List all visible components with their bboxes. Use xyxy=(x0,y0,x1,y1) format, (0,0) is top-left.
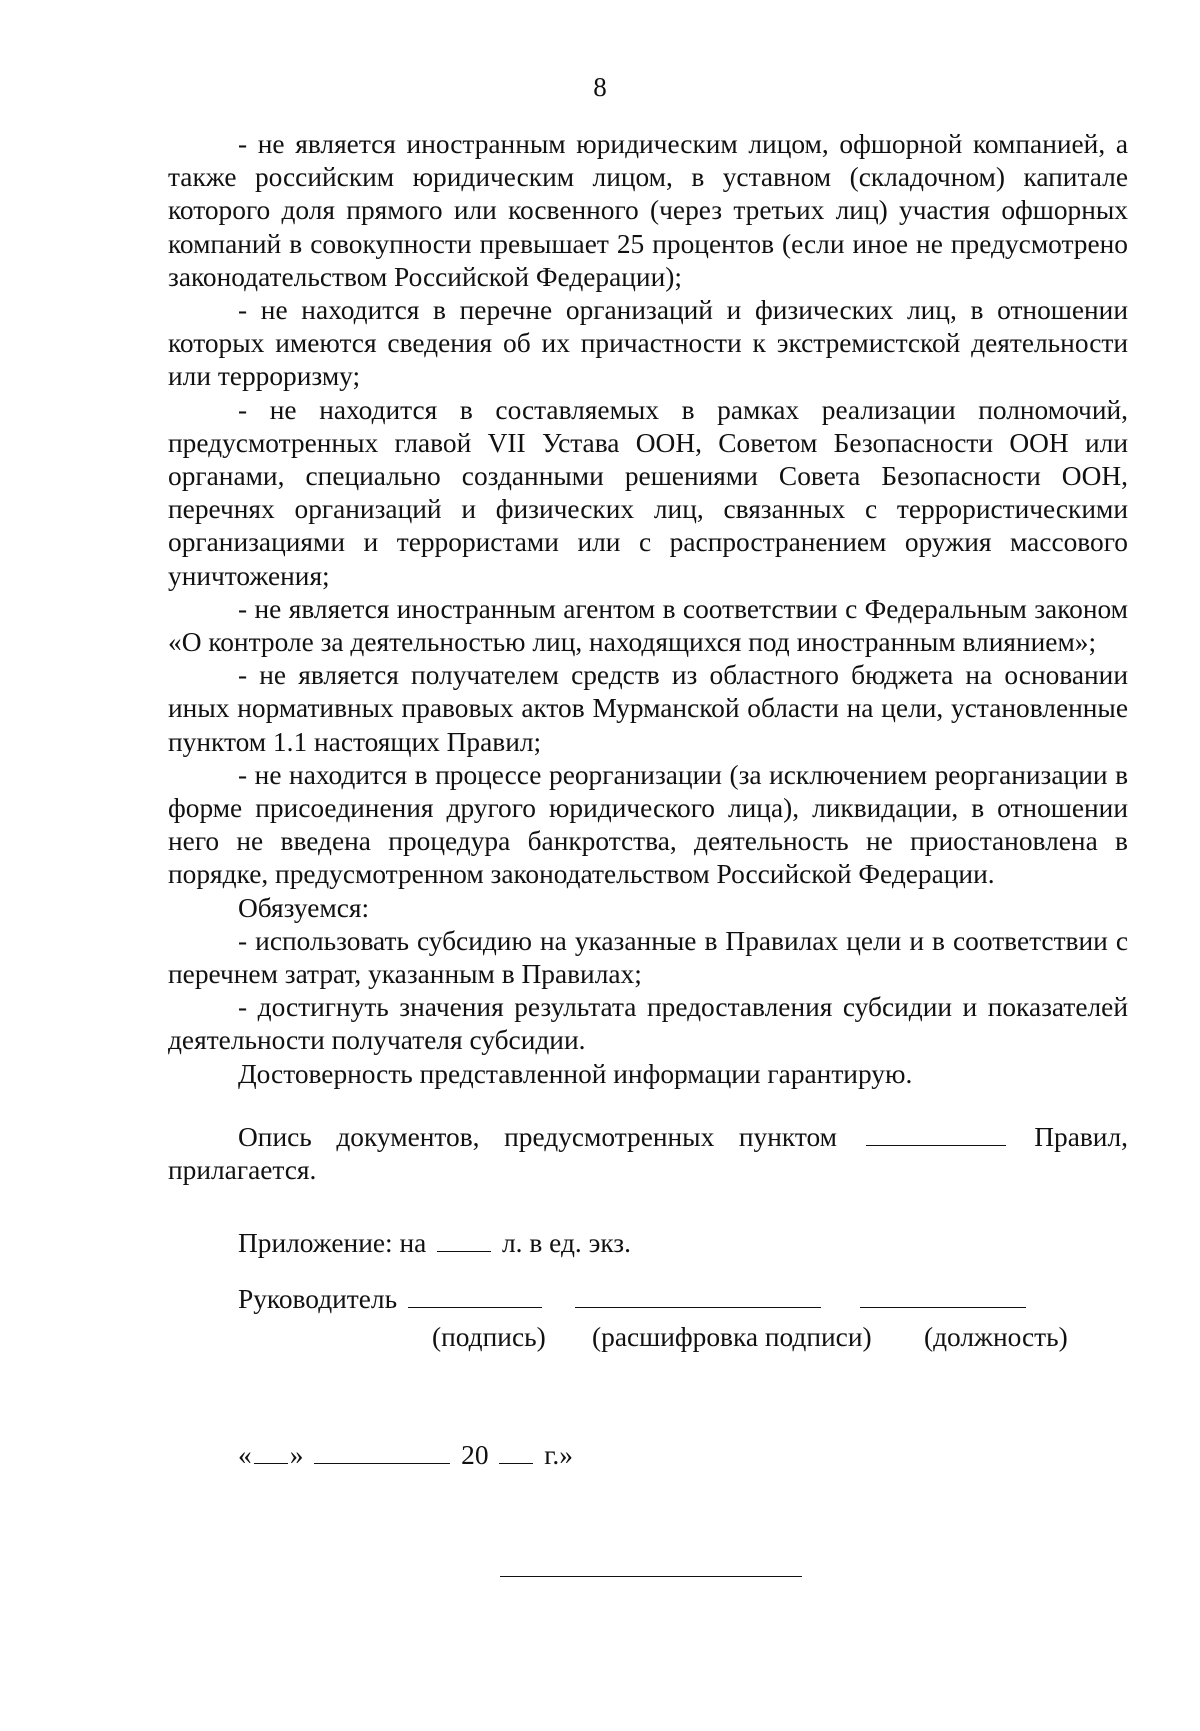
date-open-quote: « xyxy=(238,1439,252,1470)
paragraph-obligation-achieve-results: - достигнуть значения результата предоставления субсидии и показателей деятельности получателя субсидии. xyxy=(168,992,1128,1056)
spacer xyxy=(168,1361,1128,1439)
inventory-text-before: Опись документов, предусмотренных пунктом xyxy=(238,1121,837,1152)
paragraph-not-un-sanctions-list: - не находится в составляемых в рамках реализации полномочий, предусмотренных главой VII Устава ООН, Советом Безопасности ООН или органами, специально созданными решениями Совета Безопасности ООН, перечнях организаций и физических лиц, связанных с террористическими организациями и террористами или с распространением оружия массового уничтожения; xyxy=(168,394,1128,591)
signature-head-label: Руководитель xyxy=(238,1283,398,1314)
date-line xyxy=(168,1439,1128,1472)
date-close-quote: » xyxy=(289,1439,304,1470)
paragraph-obligation-use-subsidy: - использовать субсидию на указанные в Правилах цели и в соответствии с перечнем затрат, указанным в Правилах; xyxy=(168,925,1128,990)
paragraph-not-reorganization: - не находится в процессе реорганизации (за исключением реорганизации в форме присоединения другого юридического лица), ликвидации, в отношении него не введена процедура банкротства, деятельность не приостановлена в порядке, предусмотренном законодательством Российской Федерации. xyxy=(168,759,1128,890)
spacer xyxy=(168,1261,1128,1283)
signature-decoding-blank xyxy=(575,1283,821,1308)
page-number: 8 xyxy=(593,72,607,102)
inventory-point-blank xyxy=(866,1121,1006,1146)
paragraph-not-extremist-list: - не находится в перечне организаций и физических лиц, в отношении которых имеются сведения об их причастности к экстремистской деятельности или терроризму; xyxy=(168,295,1128,392)
signature-captions xyxy=(168,1321,1128,1361)
paragraph-not-other-budget-recipient: - не является получателем средств из областного бюджета на основании иных нормативных правовых актов Мурманской области на цели, установленные пунктом 1.1 настоящих Правил; xyxy=(168,660,1128,757)
caption-signature: (подпись) xyxy=(432,1321,546,1352)
document-body xyxy=(168,128,1128,1472)
signature-blank xyxy=(408,1283,542,1308)
end-of-form-line xyxy=(500,1576,802,1577)
paragraph-not-foreign-agent: - не является иностранным агентом в соответствии с Федеральным законом «О контроле за деятельностью лиц, находящихся под иностранным влиянием»; xyxy=(168,593,1128,658)
caption-position: (должность) xyxy=(924,1321,1068,1352)
date-year-blank xyxy=(499,1439,533,1464)
spacer xyxy=(168,1091,1128,1121)
attachment-text-before: Приложение: на xyxy=(238,1228,427,1259)
date-year-prefix: 20 xyxy=(461,1439,489,1470)
paragraph-not-foreign-offshore: - не является иностранным юридическим лицом, офшорной компанией, а также российским юридическим лицом, в уставном (складочном) капитале которого доля прямого или косвенного (через третьих лиц) участия офшорных компаний в совокупности превышает 25 процентов (если иное не предусмотрено законодательством Российской Федерации); xyxy=(168,129,1128,292)
paragraph-reliability-guarantee: Достоверность представленной информации гарантирую. xyxy=(238,1058,913,1089)
date-month-blank xyxy=(314,1439,450,1464)
spacer xyxy=(168,1187,1128,1227)
caption-signature-decoding: (расшифровка подписи) xyxy=(592,1321,872,1352)
attachment-sheets-blank xyxy=(437,1227,491,1252)
date-year-suffix: г.» xyxy=(544,1439,573,1470)
attachment-text-after: л. в ед. экз. xyxy=(502,1228,631,1259)
paragraph-obligations-heading: Обязуемся: xyxy=(238,892,370,923)
date-day-blank xyxy=(254,1439,288,1464)
attachment-line xyxy=(168,1227,1128,1260)
signature-line xyxy=(168,1283,1128,1321)
position-blank xyxy=(860,1283,1026,1308)
inventory-text-after: Правил, прилагается. xyxy=(168,1121,1128,1186)
inventory-statement xyxy=(168,1121,1128,1187)
